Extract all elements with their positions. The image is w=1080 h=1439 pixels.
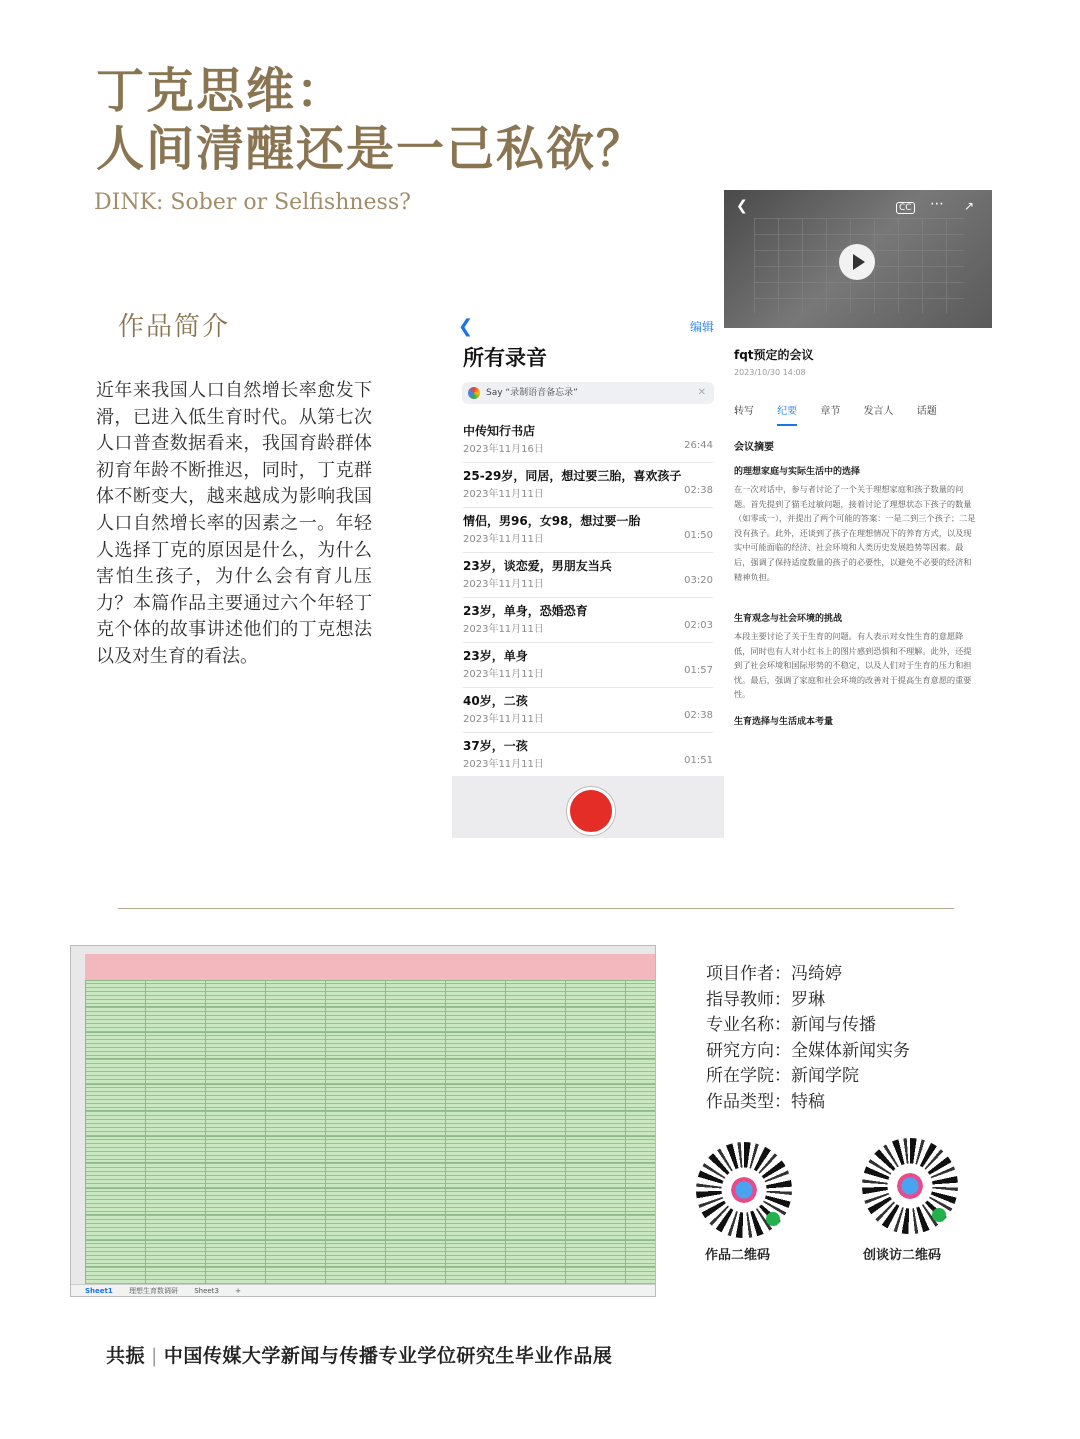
voice-memos-screenshot — [452, 310, 724, 838]
tab-transcript[interactable]: 转写 — [734, 406, 754, 417]
recording-date: 2023年11月11日 — [463, 624, 544, 635]
recording-date: 2023年11月11日 — [463, 534, 544, 545]
recording-date: 2023年11月11日 — [463, 489, 544, 500]
back-chevron-icon[interactable]: ❮ — [736, 198, 748, 214]
recording-title: 23岁，谈恋爱，男朋友当兵 — [463, 559, 612, 573]
credit-type: 作品类型：特稿 — [706, 1091, 825, 1112]
recording-title: 25-29岁，同居，想过要三胎，喜欢孩子 — [463, 469, 682, 483]
meeting-title: fqt预定的会议 — [734, 348, 814, 362]
recordings-title: 所有录音 — [463, 346, 547, 370]
topic-text: 本段主要讨论了关于生育的问题。有人表示对女性生育的意愿降低，同时也有人对小红书上的图片感到恐惧和不理解。此外，还提到了社会环境和国际形势的不稳定，以及人们对于生育的压力和担忧。最后，强调了家庭和社会环境的改善对于提高生育意愿的重要性。 — [734, 631, 972, 700]
logo-icon — [895, 1171, 925, 1201]
recording-date: 2023年11月11日 — [463, 579, 544, 590]
recording-title: 37岁，一孩 — [463, 739, 528, 753]
topic-heading: 的理想家庭与实际生活中的选择 — [734, 467, 861, 477]
intro-text: 近年来我国人口自然增长率愈发下滑，已进入低生育时代。从第七次人口普查数据看来，我国育龄群体初育年龄不断推迟，同时，丁克群体不断变大，越来越成为影响我国人口自然增长率的因素之一。年轻人选择丁克的原因是什么，为什么害怕生孩子，为什么会有育儿压力？本篇作品主要通过六个年轻丁克个体的故事讲述他们的丁克想法以及对生育的看法。 — [96, 380, 372, 667]
page-title — [96, 62, 646, 178]
credit-direction: 研究方向：全媒体新闻实务 — [706, 1040, 910, 1061]
tab-chapters[interactable]: 章节 — [820, 406, 841, 417]
add-sheet-icon[interactable]: + — [235, 1287, 242, 1295]
logo-icon — [729, 1175, 759, 1205]
intro-heading: 作品简介 — [118, 312, 231, 342]
topic-heading: 生育选择与生活成本考量 — [734, 717, 834, 727]
summary-heading: 会议摘要 — [734, 442, 774, 453]
recording-item[interactable] — [463, 553, 713, 598]
recording-title: 23岁，单身，恐婚恐育 — [463, 604, 588, 618]
work-qr-code[interactable] — [696, 1142, 792, 1238]
recording-title: 情侣，男96，女98，想过要一胎 — [463, 514, 641, 528]
credit-advisor: 指导教师：罗琳 — [706, 989, 825, 1010]
close-icon[interactable]: ✕ — [697, 387, 706, 398]
data-cells[interactable] — [85, 980, 655, 1284]
siri-text: Say “录制语音备忘录” — [486, 388, 578, 398]
credits — [706, 962, 910, 1116]
recording-length: 01:50 — [684, 530, 713, 541]
footer-exhibition: 中国传媒大学新闻与传播专业学位研究生毕业作品展 — [163, 1345, 613, 1367]
siri-suggestion[interactable] — [462, 382, 714, 404]
qr-label: 作品二维码 — [705, 1248, 771, 1263]
tab-speakers[interactable]: 发言人 — [863, 406, 894, 417]
wechat-icon — [766, 1212, 780, 1226]
recording-date: 2023年11月11日 — [463, 669, 544, 680]
credit-major: 专业名称：新闻与传播 — [706, 1015, 876, 1036]
recording-item[interactable] — [463, 733, 713, 778]
recording-date: 2023年11月11日 — [463, 759, 544, 770]
recording-item[interactable] — [463, 688, 713, 733]
share-icon[interactable]: ↗ — [964, 199, 975, 213]
recording-length: 01:57 — [684, 665, 713, 676]
wechat-icon — [932, 1208, 946, 1222]
recording-item[interactable] — [463, 418, 713, 463]
recording-length: 02:03 — [684, 620, 713, 631]
record-button[interactable] — [567, 787, 615, 835]
title-line-2: 人间清醒还是一己私欲？ — [96, 121, 647, 177]
section-divider — [118, 908, 954, 909]
edit-button[interactable]: 编辑 — [689, 320, 714, 334]
video-player[interactable] — [724, 190, 992, 328]
meeting-datetime: 2023/10/30 14:08 — [734, 368, 806, 377]
topic-text: 在一次对话中，参与者讨论了一个关于理想家庭和孩子数量的问题。首先提到了猫毛过敏问题，接着讨论了理想状态下孩子的数量（如零或一），并提出了两个可能的答案：一是二到三个孩子；二是没有孩子。此外，还谈到了孩子在理想情况下的养育方式，以及现实中可能面临的经济、社会环境和人类历史发展趋势等因素。最后，强调了保持适度数量的孩子的必要性，以避免不必要的经济和精神负担。 — [734, 484, 976, 582]
recording-length: 01:51 — [684, 755, 713, 766]
meeting-notes-screenshot — [724, 328, 992, 738]
recording-item[interactable] — [463, 598, 713, 643]
recording-length: 02:38 — [684, 710, 713, 721]
sheet-tab[interactable]: Sheet3 — [194, 1287, 219, 1295]
footer-brand: 共振 — [106, 1345, 146, 1367]
qr-label: 创谈访二维码 — [863, 1248, 942, 1263]
credit-author: 项目作者：冯绮婷 — [706, 964, 842, 984]
recording-length: 02:38 — [684, 485, 713, 496]
header-row — [85, 954, 655, 980]
recording-title: 23岁，单身 — [463, 649, 528, 663]
recording-item[interactable] — [463, 508, 713, 553]
spreadsheet-screenshot — [70, 945, 656, 1297]
recording-item[interactable] — [463, 463, 713, 508]
recording-title: 40岁，二孩 — [463, 694, 528, 708]
back-chevron-icon[interactable]: ❮ — [458, 316, 474, 337]
footer-separator: | — [151, 1345, 158, 1367]
recording-length: 03:20 — [684, 575, 713, 586]
interview-qr-code[interactable] — [862, 1138, 958, 1234]
footer — [106, 1341, 612, 1368]
recording-item[interactable] — [463, 643, 713, 688]
row-header — [71, 954, 86, 1284]
page-subtitle: DINK: Sober or Selfishness? — [94, 190, 411, 215]
meeting-tabs — [734, 402, 957, 417]
more-icon[interactable]: ⋯ — [930, 196, 944, 212]
recording-date: 2023年11月11日 — [463, 714, 544, 725]
recording-list — [463, 418, 713, 778]
recording-title: 中传知行书店 — [463, 424, 536, 438]
topic-heading: 生育观念与社会环境的挑战 — [734, 614, 843, 624]
sheet-tab[interactable]: 理想生育数调研 — [128, 1287, 178, 1295]
recording-length: 26:44 — [684, 440, 713, 451]
sheet-tabs — [71, 1284, 655, 1297]
captions-icon[interactable]: CC — [896, 202, 915, 214]
tab-topics[interactable]: 话题 — [916, 406, 937, 417]
siri-icon — [468, 387, 480, 399]
tab-summary[interactable]: 纪要 — [777, 406, 798, 417]
play-icon[interactable] — [839, 244, 875, 280]
recording-date: 2023年11月16日 — [463, 444, 544, 455]
sheet-tab[interactable]: Sheet1 — [85, 1287, 113, 1295]
credit-school: 所在学院：新闻学院 — [706, 1066, 859, 1087]
title-line-1: 丁克思维： — [96, 63, 347, 119]
